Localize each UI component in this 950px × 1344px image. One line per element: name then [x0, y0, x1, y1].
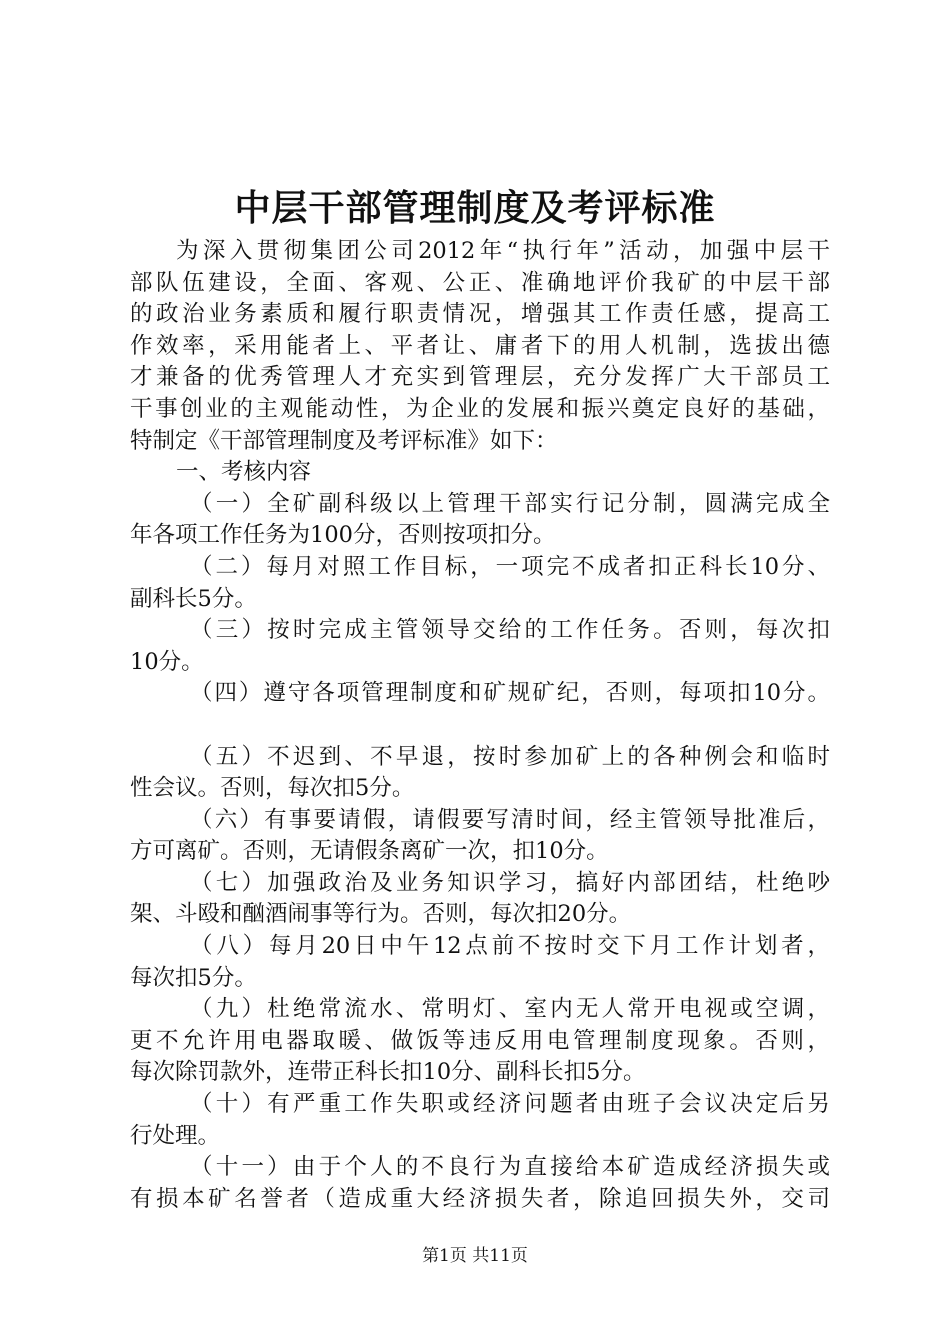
body-line: 行处理。 [130, 1122, 221, 1149]
body-line: 才兼备的优秀管理人才充实到管理层，充分发挥广大干部员工 [130, 364, 830, 391]
body-line: （十）有严重工作失职或经济问题者由班子会议决定后另 [190, 1091, 830, 1118]
blank-line [130, 710, 830, 742]
body-line: 更不允许用电器取暖、做饭等违反用电管理制度现象。否则， [130, 1027, 830, 1054]
body-line: （七）加强政治及业务知识学习，搞好内部团结，杜绝吵 [190, 869, 830, 896]
body-line: （十一）由于个人的不良行为直接给本矿造成经济损失或 [190, 1154, 830, 1181]
body-line: 方可离矿。否则，无请假条离矿一次，扣10分。 [130, 838, 609, 865]
body-line: 每次除罚款外，连带正科长扣10分、副科长扣5分。 [130, 1059, 646, 1086]
body-line: （三）按时完成主管领导交给的工作任务。否则，每次扣 [190, 617, 830, 644]
body-line: 10分。 [130, 648, 204, 675]
body-line: 干事创业的主观能动性，为企业的发展和振兴奠定良好的基础， [130, 395, 830, 422]
body-line: 部队伍建设，全面、客观、公正、准确地评价我矿的中层干部 [130, 269, 830, 296]
document-body [130, 236, 830, 1215]
body-line: （六）有事要请假，请假要写清时间，经主管领导批准后， [190, 806, 830, 833]
body-line: 性会议。否则，每次扣5分。 [130, 775, 415, 802]
body-line: （九）杜绝常流水、常明灯、室内无人常开电视或空调， [190, 996, 830, 1023]
body-line: （一）全矿副科级以上管理干部实行记分制，圆满完成全 [190, 490, 830, 517]
document-title: 中层干部管理制度及考评标准 [234, 187, 716, 229]
body-line: （四）遵守各项管理制度和矿规矿纪，否则，每项扣10分。 [190, 680, 830, 707]
body-line: 的政治业务素质和履行职责情况，增强其工作责任感，提高工 [130, 301, 830, 328]
body-line: 特制定《干部管理制度及考评标准》如下： [130, 427, 558, 454]
body-line: 一、考核内容 [176, 459, 312, 486]
body-line: 架、斗殴和酗酒闹事等行为。否则，每次扣20分。 [130, 901, 632, 928]
body-line: 有损本矿名誉者（造成重大经济损失者，除追回损失外，交司 [130, 1185, 830, 1212]
body-line: 作效率，采用能者上、平者让、庸者下的用人机制，选拔出德 [130, 332, 830, 359]
body-line: 年各项工作任务为100分，否则按项扣分。 [130, 522, 556, 549]
body-line: （八）每月20日中午12点前不按时交下月工作计划者， [190, 933, 830, 960]
body-line: （二）每月对照工作目标，一项完不成者扣正科长10分、 [190, 553, 830, 580]
body-line: （五）不迟到、不早退，按时参加矿上的各种例会和临时 [190, 743, 830, 770]
body-line: 为深入贯彻集团公司2012年“执行年”活动，加强中层干 [176, 238, 830, 264]
page-footer: 第1页 共11页 [422, 1246, 528, 1266]
body-line: 副科长5分。 [130, 585, 257, 612]
body-line: 每次扣5分。 [130, 964, 257, 991]
